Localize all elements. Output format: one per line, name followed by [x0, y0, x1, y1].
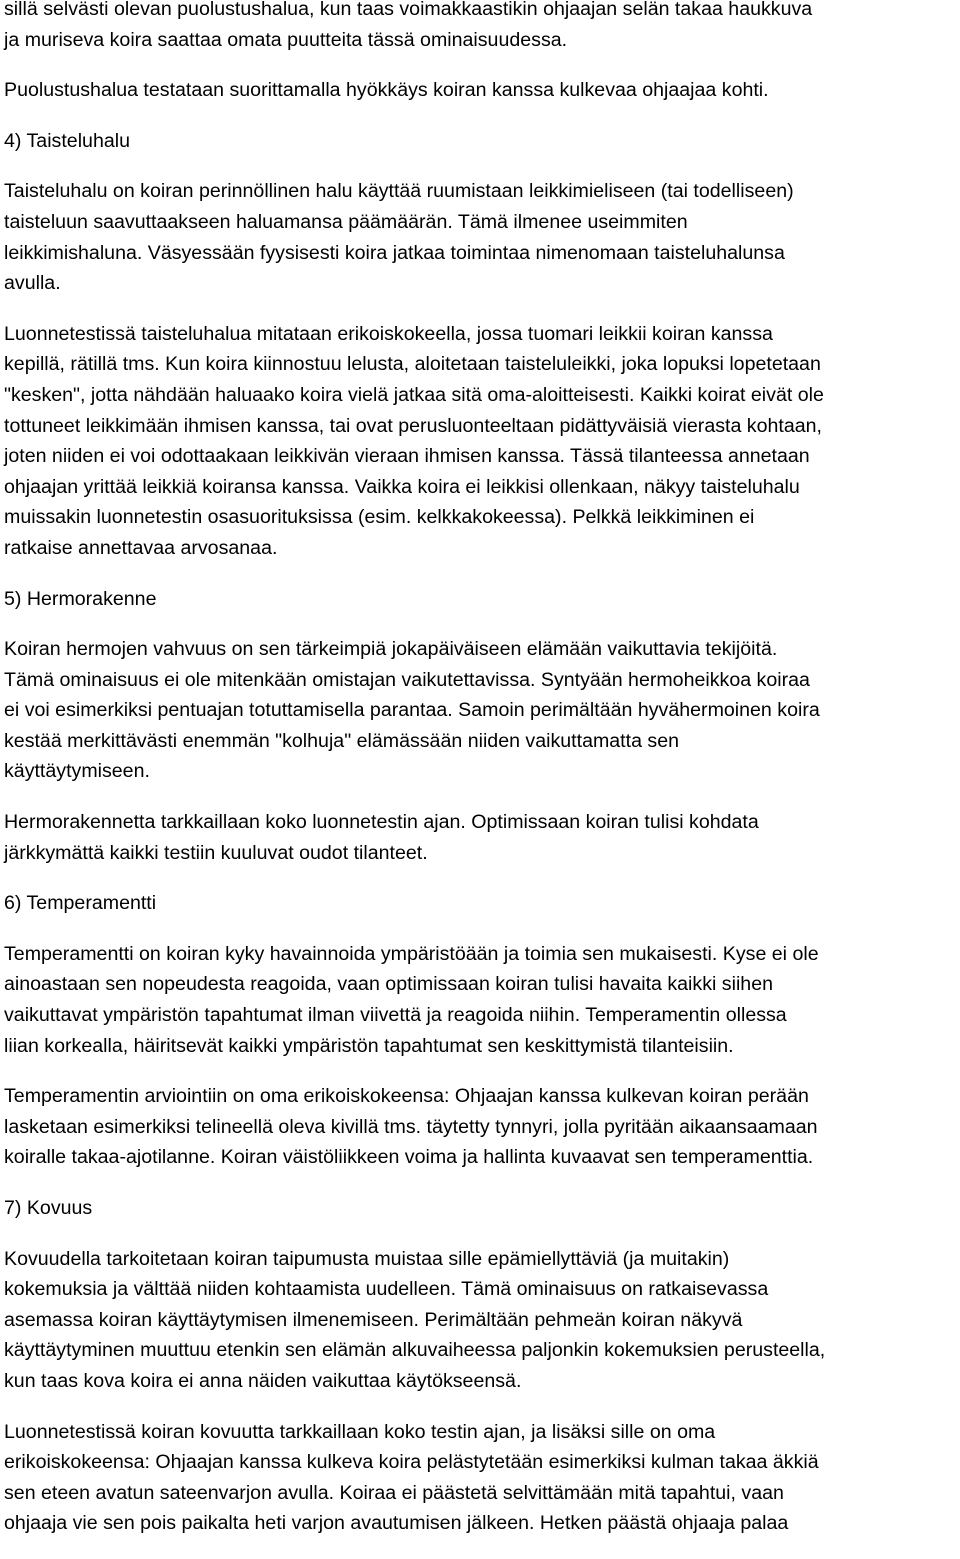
document-page	[4, 0, 956, 1559]
paragraph	[4, 176, 956, 298]
text-line: ja muriseva koira saattaa omata puutteita tässä ominaisuudessa.	[4, 28, 568, 51]
section-heading	[4, 888, 956, 919]
text-line: ratkaise annettavaa arvosanaa.	[4, 536, 278, 559]
text-line: kun taas kova koira ei anna näiden vaikuttaa käytökseensä.	[4, 1369, 522, 1392]
text-line: Kovuudella tarkoitetaan koiran taipumusta muistaa sille epämiellyttäviä (ja muitakin)	[4, 1247, 730, 1270]
section-heading	[4, 584, 956, 615]
paragraph	[4, 807, 956, 868]
text-line: tottuneet leikkimään ihmisen kanssa, tai ovat perusluonteeltaan pidättyväisiä vierasta kohtaan,	[4, 414, 822, 437]
text-line: Koiran hermojen vahvuus on sen tärkeimpiä jokapäiväiseen elämään vaikuttavia tekijöitä.	[4, 638, 778, 661]
paragraph	[4, 1081, 956, 1173]
text-line: Temperamentin arviointiin on oma erikoiskokeensa: Ohjaajan kanssa kulkevan koiran perään	[4, 1085, 809, 1108]
text-line: kokemuksia ja välttää niiden kohtaamista uudelleen. Tämä ominaisuus on ratkaisevassa	[4, 1278, 769, 1301]
text-line: muissakin luonnetestin osasuorituksissa (esim. kelkkakokeessa). Pelkkä leikkiminen ei	[4, 506, 755, 529]
text-line: vaikuttavat ympäristön tapahtumat ilman viivettä ja reagoida niihin. Temperamentin ollessa	[4, 1004, 787, 1027]
text-line: ohjaaja vie sen pois paikalta heti varjon avautumisen jälkeen. Hetken päästä ohjaaja palaa	[4, 1512, 789, 1535]
text-line: sillä selvästi olevan puolustushalua, kun taas voimakkaastikin ohjaajan selän takaa haukkuva	[4, 0, 813, 20]
text-line: käyttäytyminen muuttuu etenkin sen elämän alkuvaiheessa paljonkin kokemuksien perusteella,	[4, 1339, 826, 1362]
text-line: Hermorakennetta tarkkaillaan koko luonnetestin ajan. Optimissaan koiran tulisi kohdata	[4, 811, 759, 834]
text-line: kepillä, rätillä tms. Kun koira kiinnostuu lelusta, aloitetaan taisteluleikki, joka lopuksi lopetetaan	[4, 353, 821, 376]
text-line: järkkymättä kaikki testiin kuuluvat oudot tilanteet.	[4, 841, 428, 864]
text-line: liian korkealla, häiritsevät kaikki ympäristön tapahtumat sen keskittymistä tilanteisiin.	[4, 1034, 734, 1057]
text-line: taisteluun saavuttaakseen haluamansa päämäärän. Tämä ilmenee useimmiten	[4, 210, 688, 233]
text-line: Temperamentti on koiran kyky havainnoida ympäristöään ja toimia sen mukaisesti. Kyse ei ole	[4, 942, 819, 965]
heading-text: 6) Temperamentti	[4, 892, 157, 915]
paragraph	[4, 634, 956, 787]
text-line: avulla.	[4, 272, 61, 295]
text-line: Taisteluhalu on koiran perinnöllinen halu käyttää ruumistaan leikkimieliseen (tai todelliseen)	[4, 180, 794, 203]
text-line: Puolustushalua testataan suorittamalla hyökkäys koiran kanssa kulkevaa ohjaajaa kohti.	[4, 79, 769, 102]
text-line: käyttäytymiseen.	[4, 760, 150, 783]
paragraph	[4, 0, 956, 55]
section-heading	[4, 1193, 956, 1224]
text-line: lasketaan esimerkiksi telineellä oleva kivillä tms. täytetty tynnyri, jolla pyritään aikaansaamaan	[4, 1115, 818, 1138]
heading-text: 7) Kovuus	[4, 1197, 93, 1219]
text-line: ohjaajan yrittää leikkiä koiransa kanssa. Vaikka koira ei leikkisi ollenkaan, näkyy taisteluhalu	[4, 475, 800, 498]
text-line: Luonnetestissä taisteluhalua mitataan erikoiskokeella, jossa tuomari leikkii koiran kanssa	[4, 322, 773, 345]
text-line: Tämä ominaisuus ei ole mitenkään omistajan vaikutettavissa. Syntyään hermoheikkoa koiraa	[4, 668, 810, 691]
text-line: kestää merkittävästi enemmän "kolhuja" elämässään niiden vaikuttamatta sen	[4, 729, 679, 752]
text-line: leikkimishaluna. Väsyessään fyysisesti koira jatkaa toimintaa nimenomaan taisteluhalunsa	[4, 241, 785, 264]
heading-text: 5) Hermorakenne	[4, 587, 157, 610]
text-line: ainoastaan sen nopeudesta reagoida, vaan optimissaan koiran tulisi havaita kaikki siihen	[4, 973, 773, 996]
paragraph	[4, 939, 956, 1061]
paragraph	[4, 319, 956, 564]
text-line: joten niiden ei voi odottaakaan leikkivän vieraan ihmisen kanssa. Tässä tilanteessa annetaan	[4, 445, 810, 468]
text-line: ei voi esimerkiksi pentuajan totuttamisella parantaa. Samoin perimältään hyvähermoinen koira	[4, 699, 820, 722]
text-line: Luonnetestissä koiran kovuutta tarkkaillaan koko testin ajan, ja lisäksi sille on oma	[4, 1420, 716, 1443]
text-line: "kesken", jotta nähdään haluaako koira vielä jatkaa sitä oma-aloitteisesti. Kaikki koirat eivät ole	[4, 383, 824, 406]
paragraph	[4, 1244, 956, 1397]
paragraph	[4, 75, 956, 106]
heading-text: 4) Taisteluhalu	[4, 129, 130, 152]
text-line: koiralle takaa-ajotilanne. Koiran väistöliikkeen voima ja hallinta kuvaavat sen temperamenttia.	[4, 1146, 814, 1169]
text-line: asemassa koiran käyttäytymisen ilmenemiseen. Perimältään pehmeän koiran näkyvä	[4, 1308, 743, 1331]
paragraph	[4, 1417, 956, 1539]
text-line: erikoiskokeensa: Ohjaajan kanssa kulkeva koira pelästytetään esimerkiksi kulman takaa äkkiä	[4, 1451, 819, 1474]
section-heading	[4, 126, 956, 157]
text-line: sen eteen avatun sateenvarjon avulla. Koiraa ei päästetä selvittämään mitä tapahtui, vaan	[4, 1481, 784, 1504]
